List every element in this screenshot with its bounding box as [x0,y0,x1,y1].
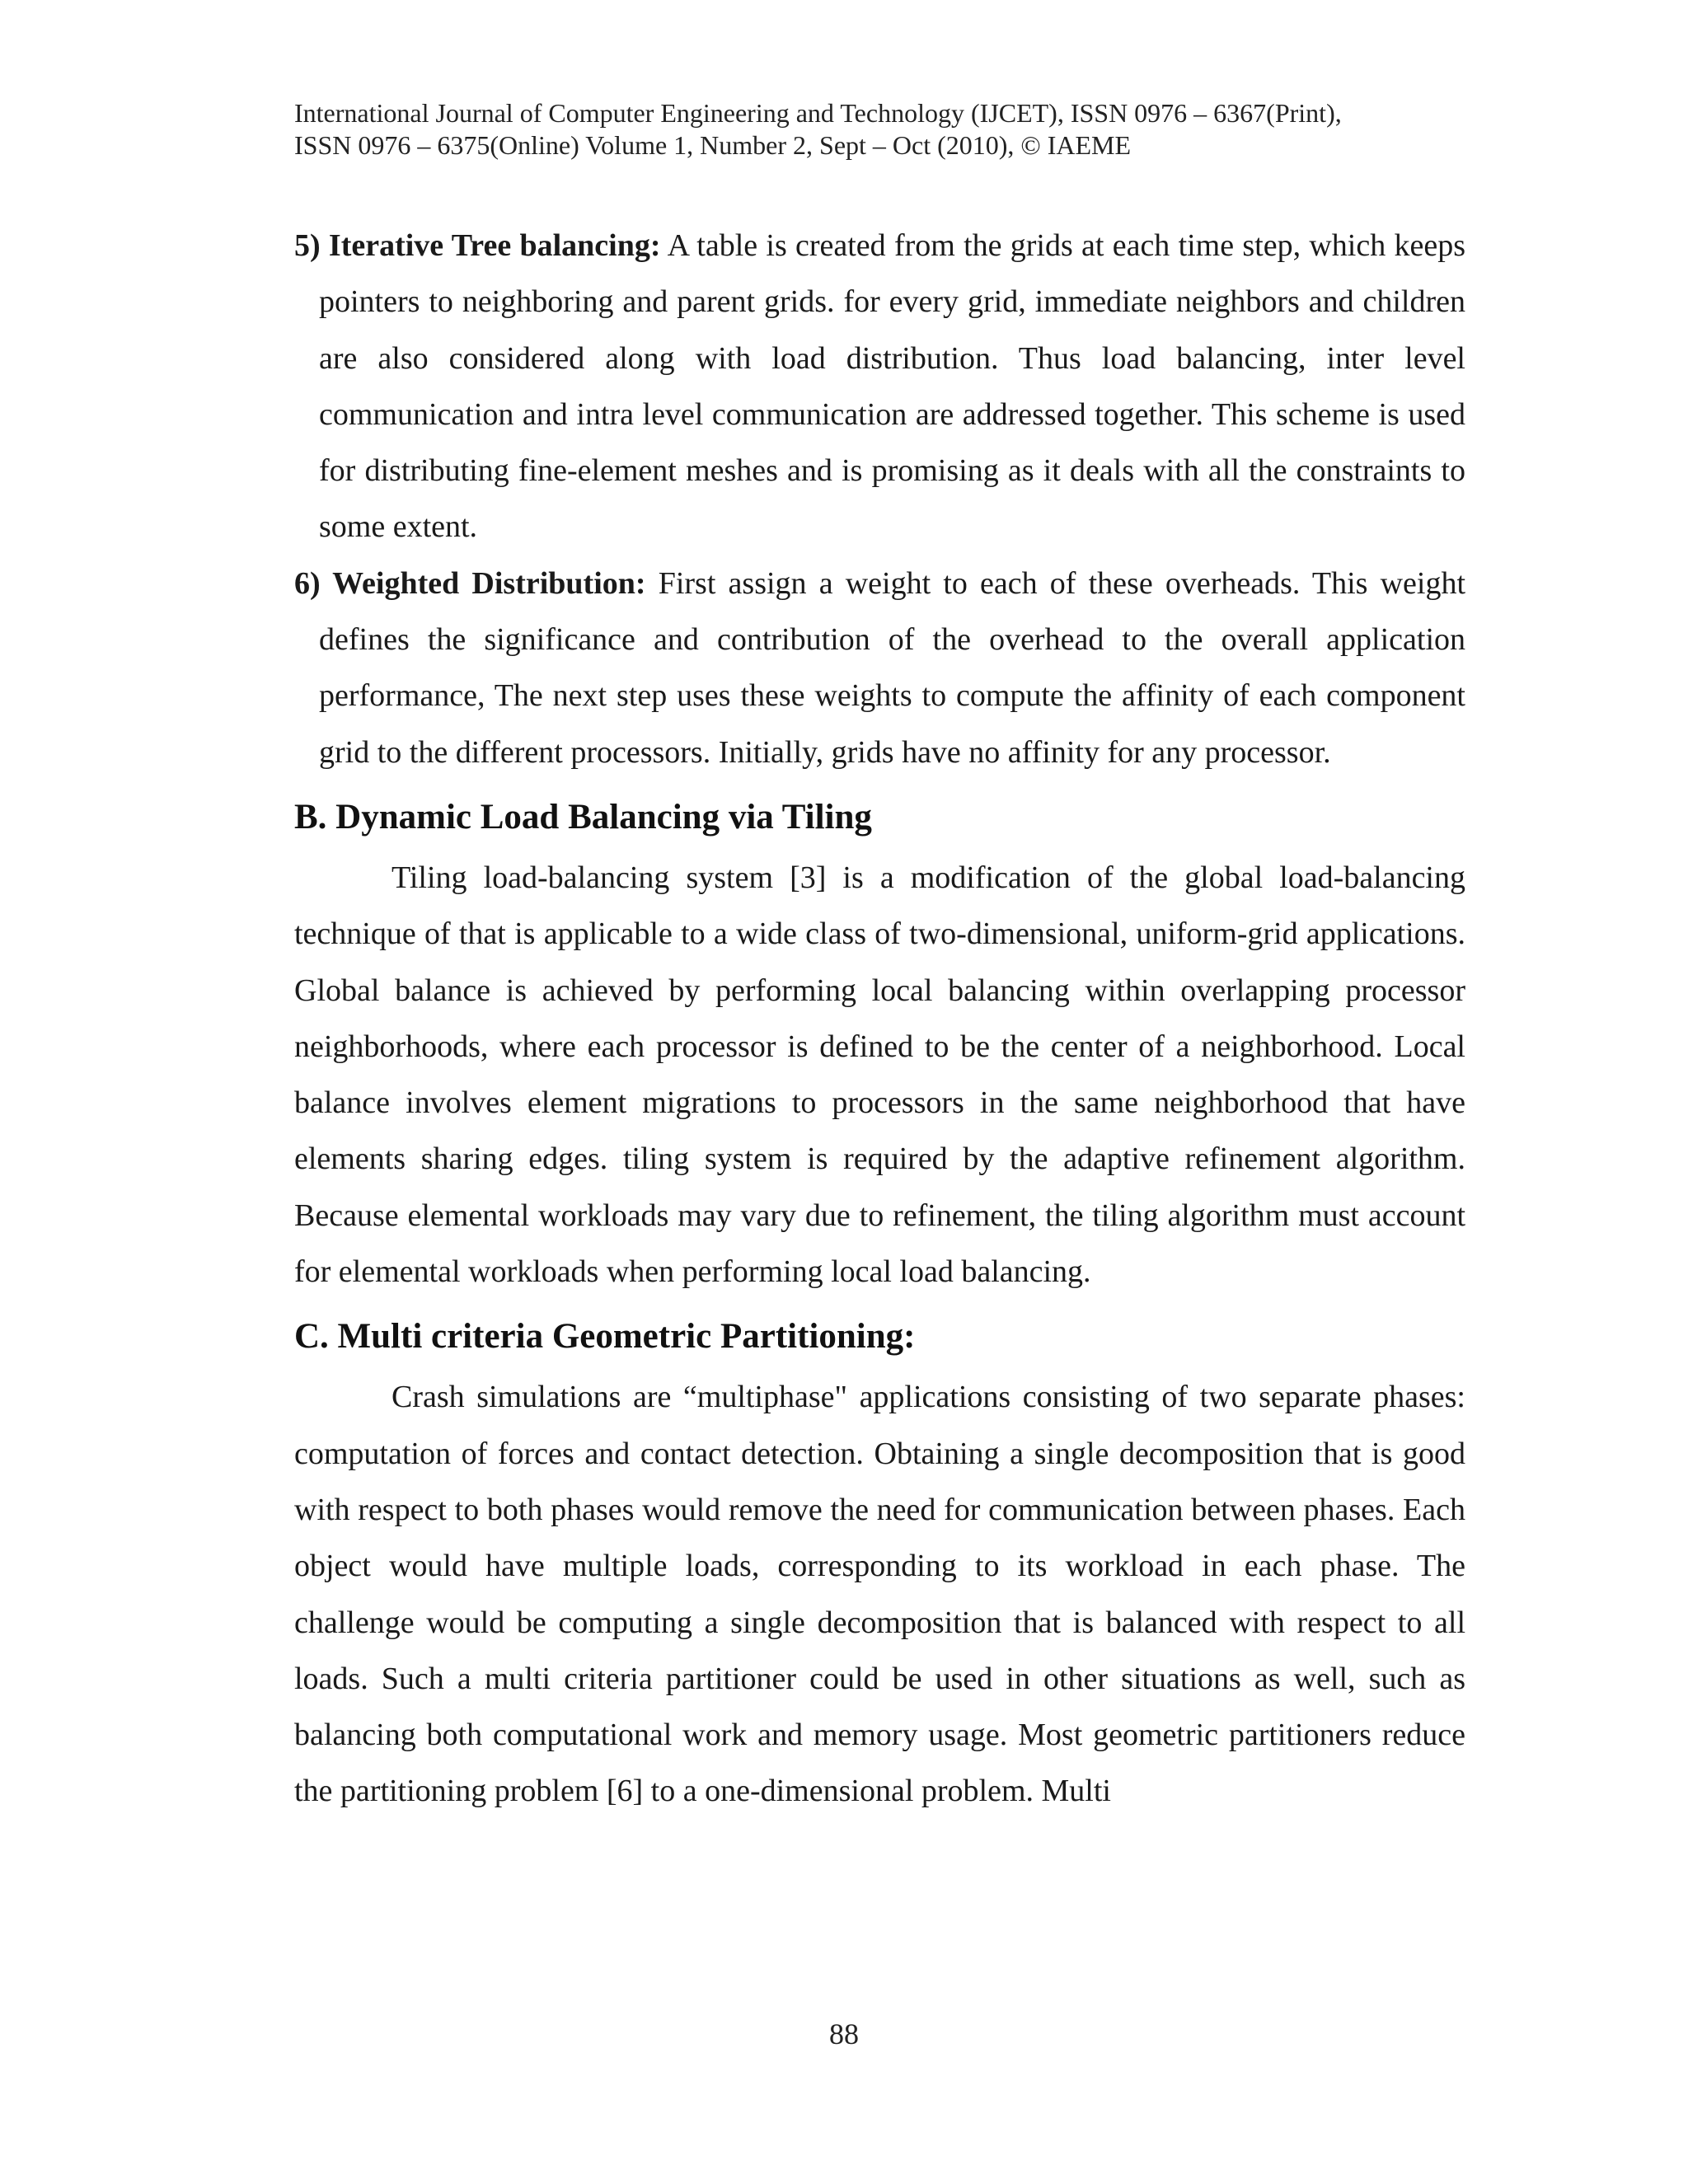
section-heading-dynamic-load-balancing: B. Dynamic Load Balancing via Tiling [294,797,872,837]
list-item-label: 6) Weighted Distribution: [294,565,646,601]
journal-header-line-2: ISSN 0976 – 6375(Online) Volume 1, Number 2, Sept – Oct (2010), © IAEME [294,130,1132,160]
section-paragraph-multi-criteria: Crash simulations are “multiphase" applications consisting of two separate phases: computation of forces and contact detection. Obtaining a single decomposition that is good with respect to both phases would remove the need for communication between phases. Each object would have multiple loads, corresponding to its workload in each phase. The challenge would be computing a single decomposition that is balanced with respect to all loads. Such a multi criteria partitioner could be used in other situations as well, such as balancing both computational work and memory usage. Most geometric partitioners reduce the partitioning problem [6] to a one-dimensional problem. Multi [294,1380,1465,1809]
list-item-iterative-tree-balancing [294,218,1465,555]
list-item-text: First assign a weight to each of these overheads. This weight defines the significance and contribution of the overhead to the overall application performance, The next step uses these weights to compute the affinity of each component grid to the different processors. Initially, grids have no affinity for any processor. [319,565,1465,770]
section-paragraph-tiling: Tiling load-balancing system [3] is a modification of the global load-balancing technique of that is applicable to a wide class of two-dimensional, uniform-grid applications. Global balance is achieved by performing local balancing within overlapping processor neighborhoods, where each processor is defined to be the center of a neighborhood. Local balance involves element migrations to processors in the same neighborhood that have elements sharing edges. tiling system is required by the adaptive refinement algorithm. Because elemental workloads may vary due to refinement, the tiling algorithm must account for elemental workloads when performing local load balancing. [294,860,1465,1290]
section-heading-multi-criteria-partitioning: C. Multi criteria Geometric Partitioning: [294,1317,916,1357]
list-item-weighted-distribution [294,555,1465,780]
journal-header [294,97,1481,162]
list-item-text: A table is created from the grids at each time step, which keeps pointers to neighboring and parent grids. for every grid, immediate neighbors and children are also considered along with load distribution. Thus load balancing, inter level communication and intra level communication are addressed together. This scheme is used for distributing fine-element meshes and is promising as it deals with all the constraints to some extent. [319,228,1465,545]
journal-header-line-1: International Journal of Computer Engineering and Technology (IJCET), ISSN 0976 – 6367(Print), [294,98,1342,128]
page-number: 88 [829,2018,859,2050]
page-body [294,218,1465,1820]
list-item-label: 5) Iterative Tree balancing: [294,228,661,263]
